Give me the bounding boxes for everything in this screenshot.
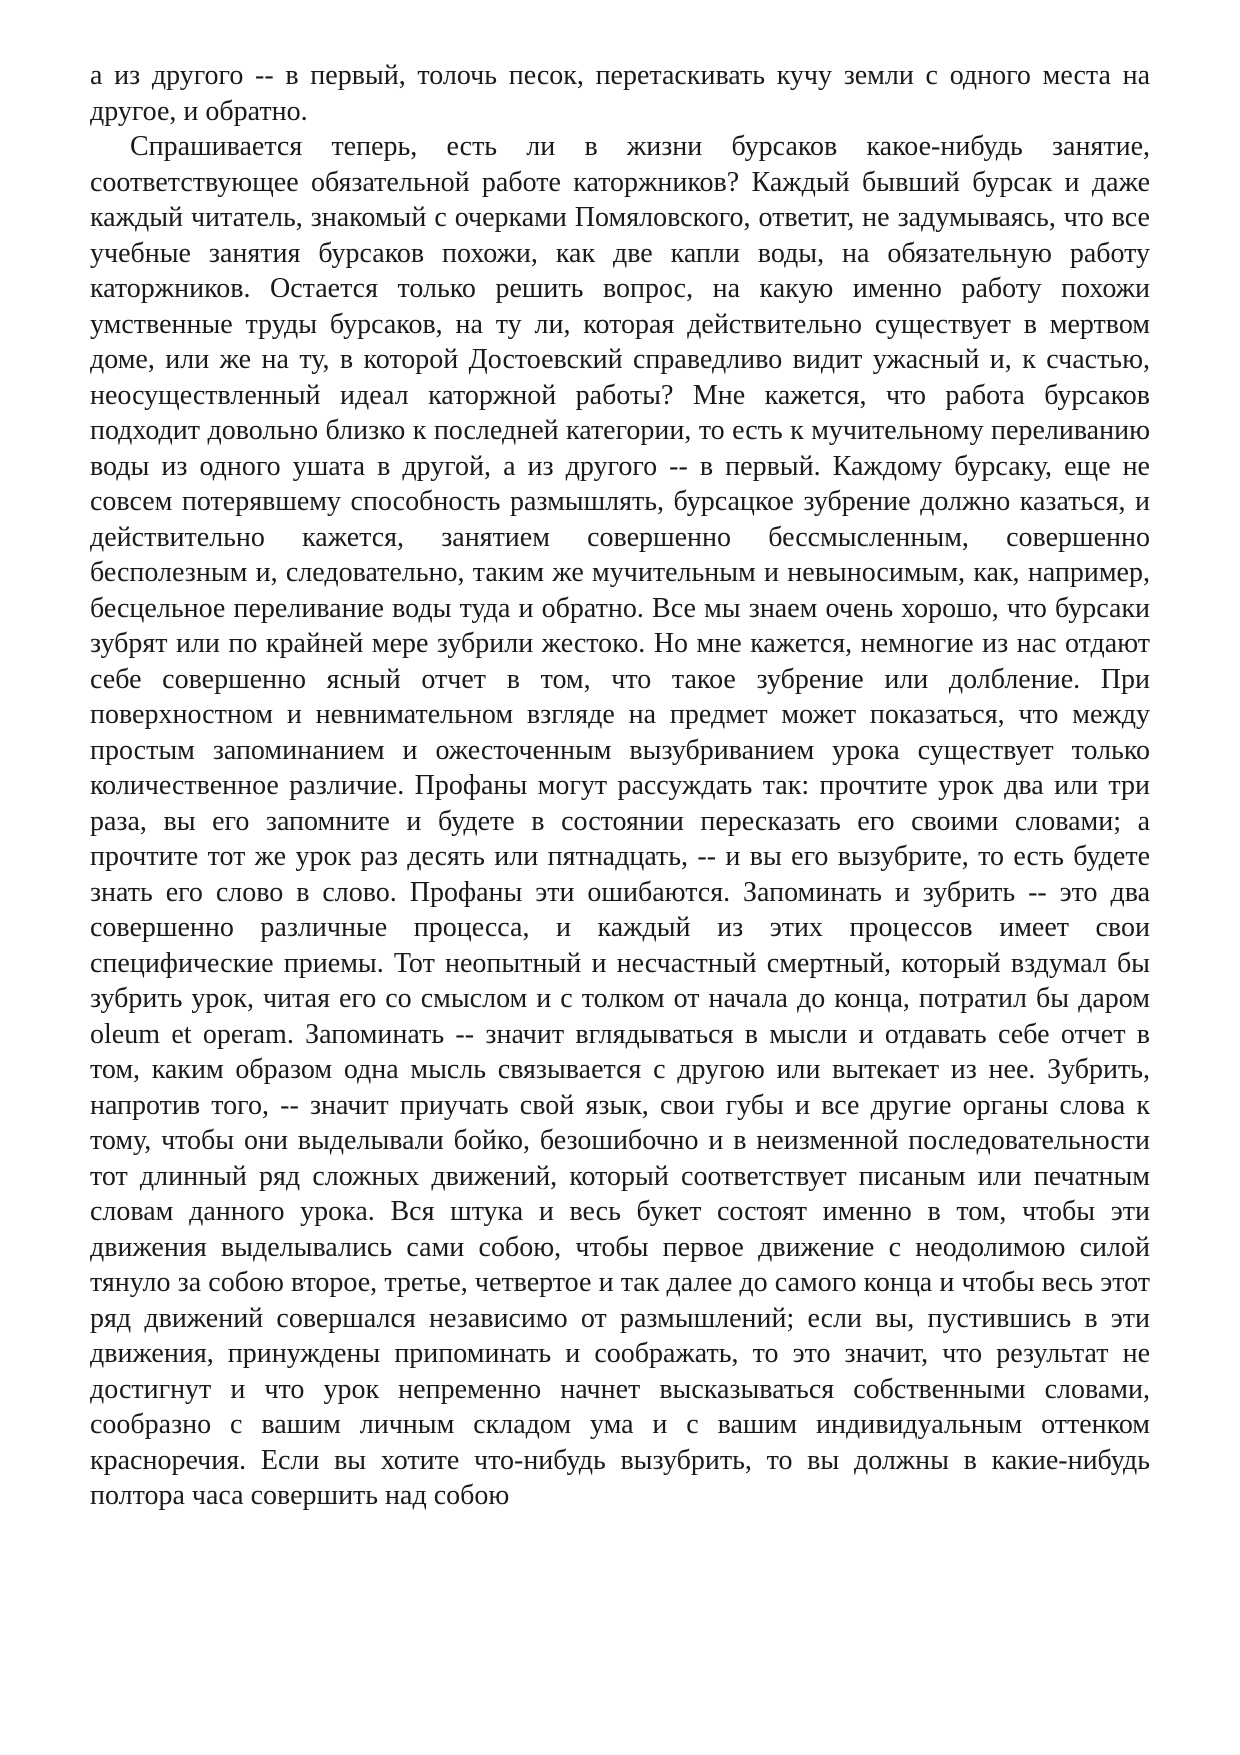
paragraph-continuation: а из другого -- в первый, толочь песок, перетаскивать кучу земли с одного места на другое, и обратно. [90, 60, 1150, 127]
document-page [90, 58, 1150, 1514]
paragraph-main: Спрашивается теперь, есть ли в жизни бурсаков какое-нибудь занятие, соответствующее обязательной работе каторжников? Каждый бывший бурсак и даже каждый читатель, знакомый с очерками Помяловского, ответит, не задумываясь, что все учебные занятия бурсаков похожи, как две капли воды, на обязательную работу каторжников. Остается только решить вопрос, на какую именно работу похожи умственные труды бурсаков, на ту ли, которая действительно существует в мертвом доме, или же на ту, в которой Достоевский справедливо видит ужасный и, к счастью, неосуществленный идеал каторжной работы? Мне кажется, что работа бурсаков подходит довольно близко к последней категории, то есть к мучительному переливанию воды из одного ушата в другой, а из другого -- в первый. Каждому бурсаку, еще не совсем потерявшему способность размышлять, бурсацкое зубрение должно казаться, и действительно кажется, занятием совершенно бессмысленным, совершенно бесполезным и, следовательно, таким же мучительным и невыносимым, как, например, бесцельное переливание воды туда и обратно. Все мы знаем очень хорошо, что бурсаки зубрят или по крайней мере зубрили жестоко. Но мне кажется, немногие из нас отдают себе совершенно ясный отчет в том, что такое зубрение или долбление. При поверхностном и невнимательном взгляде на предмет может показаться, что между простым запоминанием и ожесточенным вызубриванием урока существует только количественное различие. Профаны могут рассуждать так: прочтите урок два или три раза, вы его запомните и будете в состоянии пересказать его своими словами; а прочтите тот же урок раз десять или пятнадцать, -- и вы его вызубрите, то есть будете знать его слово в слово. Профаны эти ошибаются. Запоминать и зубрить -- это два совершенно различные процесса, и каждый из этих процессов имеет свои специфические приемы. Тот неопытный и несчастный смертный, который вздумал бы зубрить урок, читая его со смыслом и с толком от начала до конца, потратил бы даром oleum et operam. Запоминать -- значит вглядываться в мысли и отдавать себе отчет в том, каким образом одна мысль связывается с другою или вытекает из нее. Зубрить, напротив того, -- значит приучать свой язык, свои губы и все другие органы слова к тому, чтобы они выделывали бойко, безошибочно и в неизменной последовательности тот длинный ряд сложных движений, который соответствует писаным или печатным словам данного урока. Вся штука и весь букет состоят именно в том, чтобы эти движения выделывались сами собою, чтобы первое движение с неодолимою силой тянуло за собою второе, третье, четвертое и так далее до самого конца и чтобы весь этот ряд движений совершался независимо от размышлений; если вы, пустившись в эти движения, принуждены припоминать и соображать, то это значит, что результат не достигнут и что урок непременно начнет высказываться собственными словами, сообразно с вашим личным складом ума и с вашим индивидуальным оттенком красноречия. Если вы хотите что-нибудь вызубрить, то вы должны в какие-нибудь полтора часа совершить над собою [90, 131, 1150, 1511]
